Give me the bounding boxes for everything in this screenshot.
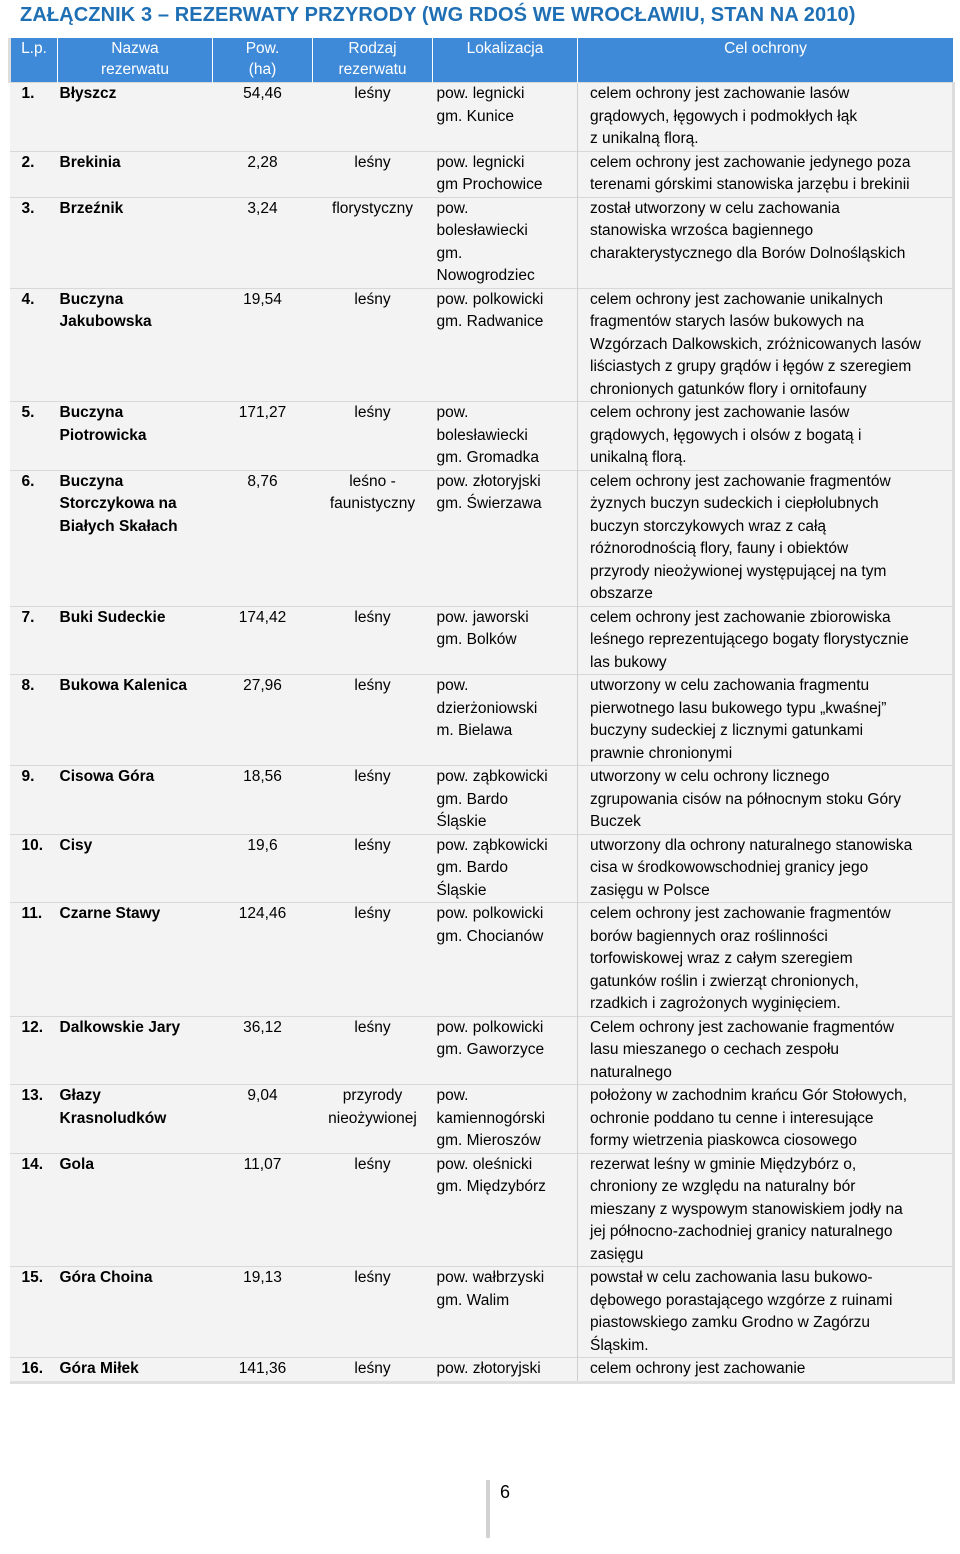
reserve-type: leśny <box>313 903 433 1017</box>
reserve-area: 174,42 <box>213 606 313 675</box>
row-number: 11. <box>10 903 58 1017</box>
table-header-row <box>10 38 954 83</box>
reserve-location: pow. legnicki gm Prochowice <box>433 151 578 197</box>
reserve-area: 19,6 <box>213 834 313 903</box>
row-number: 3. <box>10 197 58 288</box>
reserve-area: 9,04 <box>213 1085 313 1154</box>
reserve-location: pow. jaworski gm. Bolków <box>433 606 578 675</box>
reserve-type: przyrody nieożywionej <box>313 1085 433 1154</box>
reserve-location: pow. wałbrzyski gm. Walim <box>433 1267 578 1358</box>
reserve-name: Cisowa Góra <box>58 766 213 835</box>
table-row <box>10 1358 954 1383</box>
reserve-type: leśny <box>313 288 433 402</box>
reserve-name: Buczyna Storczykowa na Białych Skałach <box>58 470 213 606</box>
header-area: Pow. (ha) <box>213 38 313 83</box>
reserve-type: leśny <box>313 606 433 675</box>
table-row <box>10 151 954 197</box>
reserve-location: pow. oleśnicki gm. Międzybórz <box>433 1153 578 1267</box>
table-row <box>10 1085 954 1154</box>
table-row <box>10 903 954 1017</box>
reserve-area: 54,46 <box>213 83 313 152</box>
row-number: 14. <box>10 1153 58 1267</box>
reserve-type: leśny <box>313 402 433 471</box>
reserve-area: 19,54 <box>213 288 313 402</box>
reserve-goal: utworzony dla ochrony naturalnego stanowiska cisa w środkowowschodniej granicy jego zasięgu w Polsce <box>578 834 954 903</box>
reserve-goal: celem ochrony jest zachowanie lasów grądowych, łęgowych i olsów z bogatą i unikalną florą. <box>578 402 954 471</box>
reserve-name: Brzeźnik <box>58 197 213 288</box>
reserve-name: Buczyna Jakubowska <box>58 288 213 402</box>
header-location: Lokalizacja <box>433 38 578 83</box>
row-number: 8. <box>10 675 58 766</box>
reserve-area: 18,56 <box>213 766 313 835</box>
row-number: 2. <box>10 151 58 197</box>
reserve-type: florystyczny <box>313 197 433 288</box>
table-row <box>10 470 954 606</box>
header-goal: Cel ochrony <box>578 38 954 83</box>
reserve-type: leśny <box>313 83 433 152</box>
table-row <box>10 834 954 903</box>
table-row <box>10 1267 954 1358</box>
reserve-location: pow. dzierżoniowski m. Bielawa <box>433 675 578 766</box>
page-number: 6 <box>500 1482 511 1502</box>
reserve-location: pow. bolesławiecki gm. Nowogrodziec <box>433 197 578 288</box>
row-number: 4. <box>10 288 58 402</box>
reserve-area: 11,07 <box>213 1153 313 1267</box>
reserve-goal: celem ochrony jest zachowanie jedynego poza terenami górskimi stanowiska jarzębu i brekinii <box>578 151 954 197</box>
reserve-type: leśny <box>313 675 433 766</box>
reserve-area: 36,12 <box>213 1016 313 1085</box>
table-row <box>10 197 954 288</box>
reserve-goal: położony w zachodnim krańcu Gór Stołowych, ochronie poddano tu cenne i interesujące formy wietrzenia piaskowca ciosowego <box>578 1085 954 1154</box>
reserve-name: Cisy <box>58 834 213 903</box>
reserve-goal: celem ochrony jest zachowanie fragmentów żyznych buczyn sudeckich i ciepłolubnych buczyn storczykowych wraz z całą różnorodnością flory, fauny i obiektów przyrody nieożywionej występującej na tym obszarze <box>578 470 954 606</box>
reserve-name: Błyszcz <box>58 83 213 152</box>
table-row <box>10 1153 954 1267</box>
table-row <box>10 606 954 675</box>
reserve-location: pow. polkowicki gm. Radwanice <box>433 288 578 402</box>
reserve-name: Głazy Krasnoludków <box>58 1085 213 1154</box>
reserve-goal: celem ochrony jest zachowanie <box>578 1358 954 1383</box>
reserves-table <box>8 38 955 1384</box>
row-number: 15. <box>10 1267 58 1358</box>
reserve-location: pow. legnicki gm. Kunice <box>433 83 578 152</box>
reserve-location: pow. ząbkowicki gm. Bardo Śląskie <box>433 766 578 835</box>
reserve-type: leśny <box>313 1267 433 1358</box>
reserve-type: leśny <box>313 1016 433 1085</box>
reserve-goal: powstał w celu zachowania lasu bukowo- dębowego porastającego wzgórze z ruinami piastowskiego zamku Grodno w Zagórzu Śląskim. <box>578 1267 954 1358</box>
row-number: 5. <box>10 402 58 471</box>
reserve-type: leśny <box>313 766 433 835</box>
header-type: Rodzaj rezerwatu <box>313 38 433 83</box>
reserve-name: Czarne Stawy <box>58 903 213 1017</box>
reserve-goal: celem ochrony jest zachowanie zbiorowiska leśnego reprezentującego bogaty florystycznie las bukowy <box>578 606 954 675</box>
reserve-area: 171,27 <box>213 402 313 471</box>
reserve-area: 8,76 <box>213 470 313 606</box>
reserve-goal: utworzony w celu zachowania fragmentu pierwotnego lasu bukowego typu „kwaśnej” buczyny sudeckiej z licznymi gatunkami prawnie chronionymi <box>578 675 954 766</box>
reserve-name: Dalkowskie Jary <box>58 1016 213 1085</box>
reserve-area: 124,46 <box>213 903 313 1017</box>
reserve-type: leśny <box>313 1153 433 1267</box>
row-number: 13. <box>10 1085 58 1154</box>
row-number: 6. <box>10 470 58 606</box>
reserve-goal: został utworzony w celu zachowania stanowiska wrzośca bagiennego charakterystycznego dla Borów Dolnośląskich <box>578 197 954 288</box>
row-number: 9. <box>10 766 58 835</box>
header-lp: L.p. <box>10 38 58 83</box>
table-row <box>10 675 954 766</box>
table-row <box>10 288 954 402</box>
reserve-goal: celem ochrony jest zachowanie lasów grądowych, łęgowych i podmokłych łąk z unikalną florą. <box>578 83 954 152</box>
reserve-area: 3,24 <box>213 197 313 288</box>
reserve-type: leśny <box>313 1358 433 1383</box>
reserve-location: pow. złotoryjski <box>433 1358 578 1383</box>
reserve-name: Buczyna Piotrowicka <box>58 402 213 471</box>
reserve-name: Brekinia <box>58 151 213 197</box>
row-number: 7. <box>10 606 58 675</box>
reserve-location: pow. kamiennogórski gm. Mieroszów <box>433 1085 578 1154</box>
reserve-location: pow. złotoryjski gm. Świerzawa <box>433 470 578 606</box>
row-number: 12. <box>10 1016 58 1085</box>
row-number: 16. <box>10 1358 58 1383</box>
page-number-divider <box>486 1480 490 1538</box>
reserve-location: pow. polkowicki gm. Gaworzyce <box>433 1016 578 1085</box>
reserve-name: Bukowa Kalenica <box>58 675 213 766</box>
table-row <box>10 402 954 471</box>
reserve-type: leśno - faunistyczny <box>313 470 433 606</box>
reserve-type: leśny <box>313 151 433 197</box>
reserve-goal: rezerwat leśny w gminie Międzybórz o, chroniony ze względu na naturalny bór mieszany z wyspowym stanowiskiem jodły na jej północno-zachodniej granicy naturalnego zasięgu <box>578 1153 954 1267</box>
reserve-area: 19,13 <box>213 1267 313 1358</box>
header-name: Nazwa rezerwatu <box>58 38 213 83</box>
reserve-goal: celem ochrony jest zachowanie unikalnych fragmentów starych lasów bukowych na Wzgórzach Dalkowskich, zróżnicowanych lasów liściastych z grupy grądów i łęgów z szeregiem chronionych gatunków flory i ornitofauny <box>578 288 954 402</box>
table-row <box>10 766 954 835</box>
reserve-goal: utworzony w celu ochrony licznego zgrupowania cisów na północnym stoku Góry Buczek <box>578 766 954 835</box>
reserve-location: pow. polkowicki gm. Chocianów <box>433 903 578 1017</box>
reserve-name: Gola <box>58 1153 213 1267</box>
row-number: 10. <box>10 834 58 903</box>
reserve-goal: celem ochrony jest zachowanie fragmentów borów bagiennych oraz roślinności torfowiskowej wraz z całym szeregiem gatunków roślin i zwierząt chronionych, rzadkich i zagrożonych wyginięciem. <box>578 903 954 1017</box>
reserve-type: leśny <box>313 834 433 903</box>
reserve-location: pow. ząbkowicki gm. Bardo Śląskie <box>433 834 578 903</box>
reserve-area: 141,36 <box>213 1358 313 1383</box>
table-row <box>10 1016 954 1085</box>
page-title: ZAŁĄCZNIK 3 – REZERWATY PRZYRODY (WG RDOŚ WE WROCŁAWIU, STAN NA 2010) <box>20 4 856 26</box>
reserve-area: 27,96 <box>213 675 313 766</box>
reserve-name: Góra Miłek <box>58 1358 213 1383</box>
reserve-name: Góra Choina <box>58 1267 213 1358</box>
reserve-goal: Celem ochrony jest zachowanie fragmentów lasu mieszanego o cechach zespołu naturalnego <box>578 1016 954 1085</box>
row-number: 1. <box>10 83 58 152</box>
reserve-name: Buki Sudeckie <box>58 606 213 675</box>
table-row <box>10 83 954 152</box>
reserve-area: 2,28 <box>213 151 313 197</box>
reserve-location: pow. bolesławiecki gm. Gromadka <box>433 402 578 471</box>
